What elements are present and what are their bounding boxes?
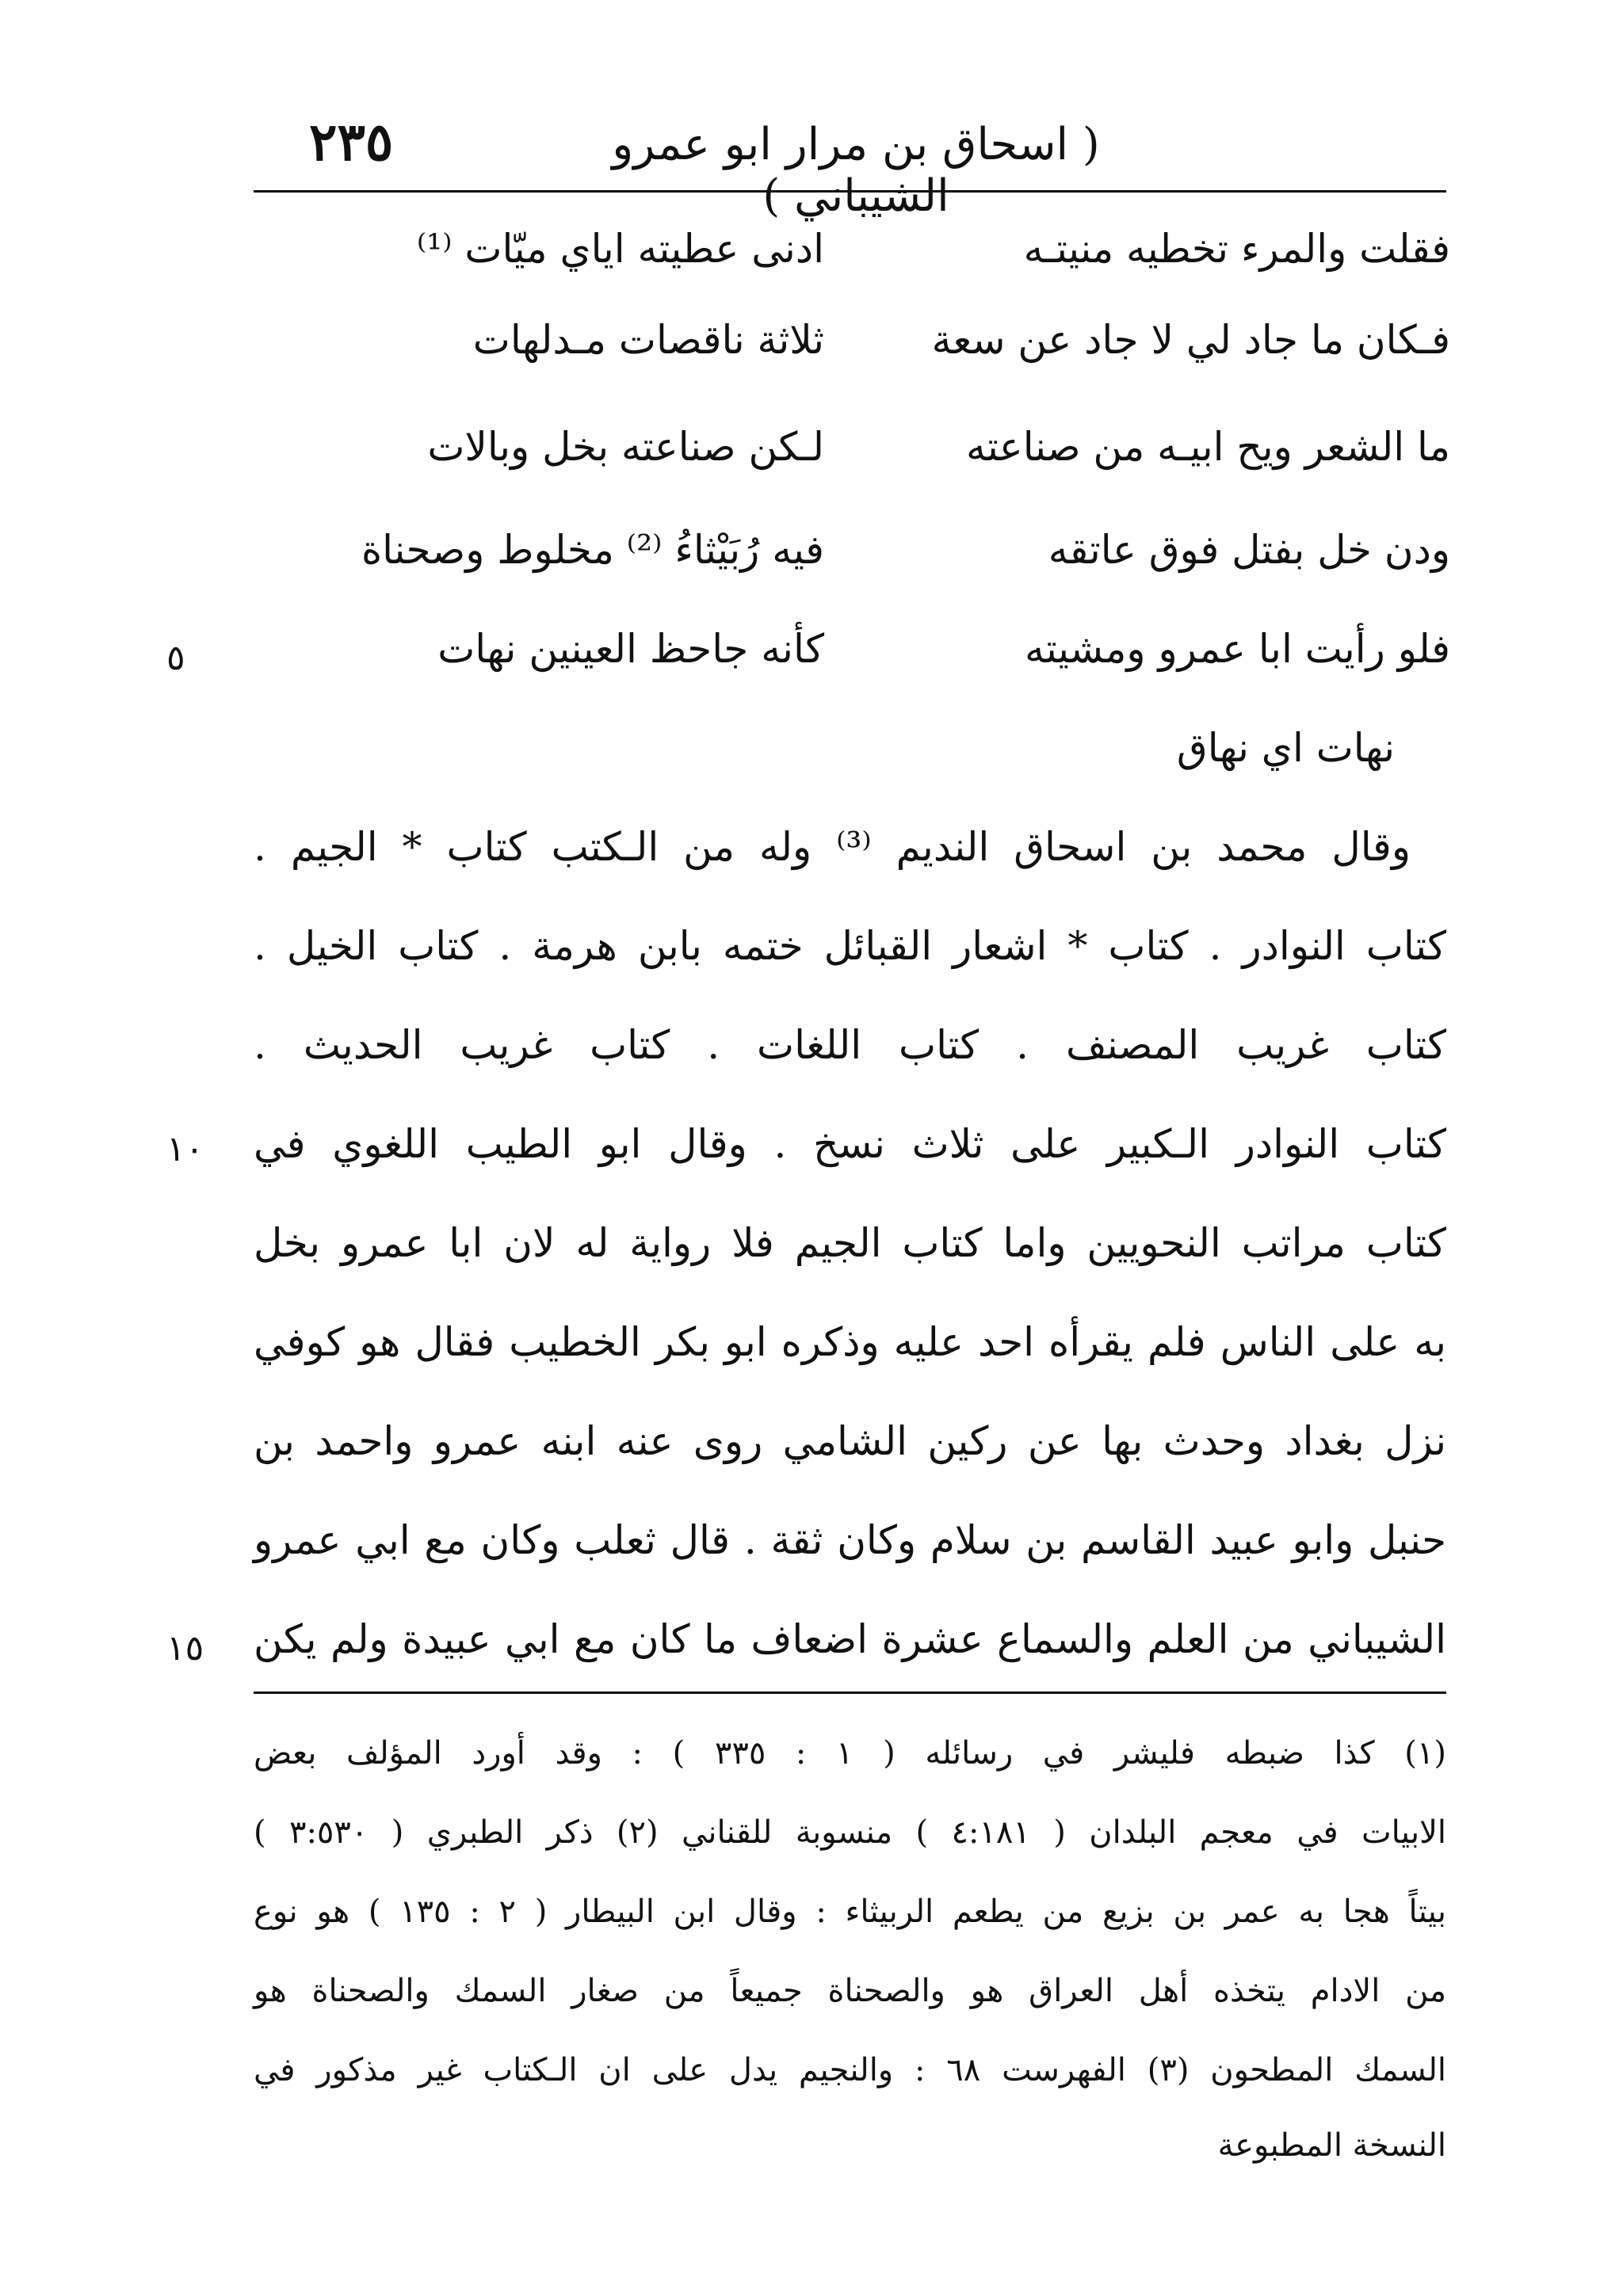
verse-5 bbox=[238, 626, 1450, 705]
line-number-10: ١٠ bbox=[166, 1129, 204, 1169]
footnote-line-4: من الادام يتخذه أهل العراق هو والصحناة جميعاً من صغار السمك والصحناة هو bbox=[254, 1973, 1446, 2009]
gloss-line: نهات اي نهاق bbox=[1176, 725, 1395, 771]
verse-5-second-hemistich: كأنه جاحظ العينين نهات bbox=[437, 626, 824, 672]
prose-line-7: نزل بغداد وحدث بها عن ركين الشامي روى عنه ابنه عمرو واحمد بن bbox=[254, 1418, 1446, 1464]
verse-4-first-hemistich: ودن خل بفتل فوق عاتقه bbox=[1048, 527, 1450, 573]
prose-line-1: وقال محمد بن اسحاق النديم ⁽³⁾ وله من الـكتب كتاب * الجيم . bbox=[254, 824, 1411, 870]
footnote-line-1: (١) كذا ضبطه فليشر في رسائله ( ١ : ٣٣٥ ) : وقد أورد المؤلف بعض bbox=[254, 1735, 1447, 1772]
footnote-line-3: بيتاً هجا به عمر بن بزيع من يطعم الربيثاء : وقال ابن البيطار ( ٢ : ١٣٥ ) هو نوع bbox=[254, 1894, 1447, 1930]
verse-3-second-hemistich: لـكن صناعته بخل وبالات bbox=[427, 424, 824, 470]
prose-line-3: كتاب غريب المصنف . كتاب اللغات . كتاب غريب الحديث . bbox=[254, 1022, 1446, 1068]
prose-line-4: كتاب النوادر الـكبير على ثلاث نسخ . وقال ابو الطيب اللغوي في bbox=[254, 1121, 1446, 1167]
page-number: ٢٣٥ bbox=[309, 111, 394, 173]
prose-line-5: كتاب مراتب النحويين واما كتاب الجيم فلا رواية له لان ابا عمرو بخل bbox=[254, 1220, 1446, 1266]
line-number-15: ١٥ bbox=[166, 1628, 204, 1669]
footnote-line-5: السمك المطحون (٣) الفهرست ٦٨ : والنجيم يدل على ان الـكتاب غير مذكور في bbox=[254, 2052, 1447, 2088]
running-title: ( اسحاق بن مرار ابو عمرو الشيباني ) bbox=[612, 119, 1100, 222]
footnote-line-2: الابيات في معجم البلدان ( ٤:١٨١ ) منسوبة للقناني (٢) ذكر الطبري ( ٣:٥٣٠ ) bbox=[254, 1814, 1447, 1851]
footnote-rule bbox=[254, 1691, 1446, 1694]
verse-1-first-hemistich: فقلت والمرء تخطيه منيتـه bbox=[1023, 226, 1450, 272]
verse-2 bbox=[238, 317, 1450, 396]
verse-4-second-hemistich: فيه رُبَيْثاءُ ⁽²⁾ مخلوط وصحناة bbox=[361, 527, 824, 573]
verse-3-first-hemistich: ما الشعر ويح ابيـه من صناعته bbox=[966, 424, 1450, 470]
verse-4 bbox=[238, 527, 1450, 606]
header-rule bbox=[254, 190, 1446, 193]
verse-1-second-hemistich: ادنى عطيته اياي ميّات ⁽¹⁾ bbox=[416, 226, 824, 272]
verse-3 bbox=[238, 424, 1450, 503]
verse-5-first-hemistich: فلو رأيت ابا عمرو ومشيته bbox=[1025, 626, 1450, 672]
footnote-line-6: النسخة المطبوعة bbox=[1217, 2127, 1446, 2164]
prose-line-6: به على الناس فلم يقرأه احد عليه وذكره ابو بكر الخطيب فقال هو كوفي bbox=[254, 1319, 1446, 1365]
prose-line-2: كتاب النوادر . كتاب * اشعار القبائل ختمه بابن هرمة . كتاب الخيل . bbox=[254, 923, 1446, 969]
prose-line-8: حنبل وابو عبيد القاسم بن سلام وكان ثقة . قال ثعلب وكان مع ابي عمرو bbox=[254, 1517, 1446, 1563]
verse-1 bbox=[238, 226, 1450, 305]
verse-2-second-hemistich: ثلاثة ناقصات مـدلهات bbox=[472, 317, 824, 363]
verse-2-first-hemistich: فـكان ما جاد لي لا جاد عن سعة bbox=[931, 317, 1450, 363]
line-number-5: ٥ bbox=[166, 638, 185, 678]
prose-line-9: الشيباني من العلم والسماع عشرة اضعاف ما كان مع ابي عبيدة ولم يكن bbox=[254, 1616, 1446, 1662]
